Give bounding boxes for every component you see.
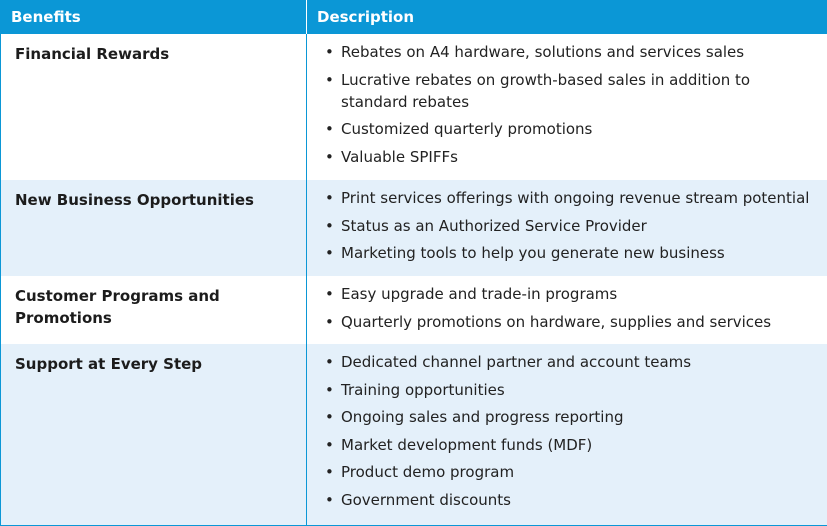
list-item-text: Government discounts — [341, 491, 511, 509]
bullet-icon: • — [325, 146, 334, 168]
description-cell — [307, 180, 827, 276]
list-item-text: Customized quarterly promotions — [341, 120, 592, 138]
list-item — [319, 118, 821, 140]
list-item — [319, 351, 821, 373]
bullet-icon: • — [325, 406, 334, 428]
table-row — [1, 344, 827, 525]
list-item-text: Product demo program — [341, 463, 514, 481]
list-item-text: Ongoing sales and progress reporting — [341, 408, 623, 426]
column-header-benefits: Benefits — [1, 0, 307, 34]
bullet-icon: • — [325, 461, 334, 483]
bullet-icon: • — [325, 311, 334, 333]
description-list — [319, 283, 821, 333]
bullet-icon: • — [325, 41, 334, 63]
bullet-icon: • — [325, 215, 334, 237]
description-cell — [307, 276, 827, 344]
list-item — [319, 434, 821, 456]
bullet-icon: • — [325, 242, 334, 264]
table-row — [1, 34, 827, 180]
list-item — [319, 146, 821, 168]
list-item-text: Print services offerings with ongoing revenue stream potential — [341, 189, 809, 207]
bullet-icon: • — [325, 283, 334, 305]
list-item-text: Easy upgrade and trade-in programs — [341, 285, 617, 303]
list-item-text: Status as an Authorized Service Provider — [341, 217, 647, 235]
list-item — [319, 489, 821, 511]
list-item-text: Dedicated channel partner and account teams — [341, 353, 691, 371]
description-list — [319, 351, 821, 511]
bullet-icon: • — [325, 118, 334, 140]
list-item — [319, 41, 821, 63]
table-row — [1, 180, 827, 276]
description-list — [319, 41, 821, 168]
list-item — [319, 311, 821, 333]
bullet-icon: • — [325, 434, 334, 456]
list-item-text: Rebates on A4 hardware, solutions and services sales — [341, 43, 744, 61]
list-item-text: Quarterly promotions on hardware, supplies and services — [341, 313, 771, 331]
list-item — [319, 187, 821, 209]
list-item — [319, 379, 821, 401]
column-header-description: Description — [307, 0, 827, 34]
description-list — [319, 187, 821, 264]
list-item-text: Market development funds (MDF) — [341, 436, 592, 454]
list-item-text: Training opportunities — [341, 381, 505, 399]
list-item-text: Valuable SPIFFs — [341, 148, 458, 166]
bullet-icon: • — [325, 187, 334, 209]
bullet-icon: • — [325, 351, 334, 373]
table-header-row — [1, 0, 827, 34]
benefit-cell: New Business Opportunities — [1, 180, 307, 276]
list-item — [319, 69, 821, 113]
list-item — [319, 215, 821, 237]
bullet-icon: • — [325, 379, 334, 401]
bullet-icon: • — [325, 489, 334, 511]
list-item — [319, 461, 821, 483]
description-cell — [307, 344, 827, 525]
benefit-cell: Customer Programs and Promotions — [1, 276, 307, 344]
benefit-cell: Support at Every Step — [1, 344, 307, 525]
description-cell — [307, 34, 827, 180]
list-item — [319, 406, 821, 428]
table-row — [1, 276, 827, 344]
list-item-text: Marketing tools to help you generate new business — [341, 244, 725, 262]
list-item-text: Lucrative rebates on growth-based sales in addition to standard rebates — [341, 71, 750, 111]
benefit-cell: Financial Rewards — [1, 34, 307, 180]
list-item — [319, 242, 821, 264]
bullet-icon: • — [325, 69, 334, 91]
list-item — [319, 283, 821, 305]
